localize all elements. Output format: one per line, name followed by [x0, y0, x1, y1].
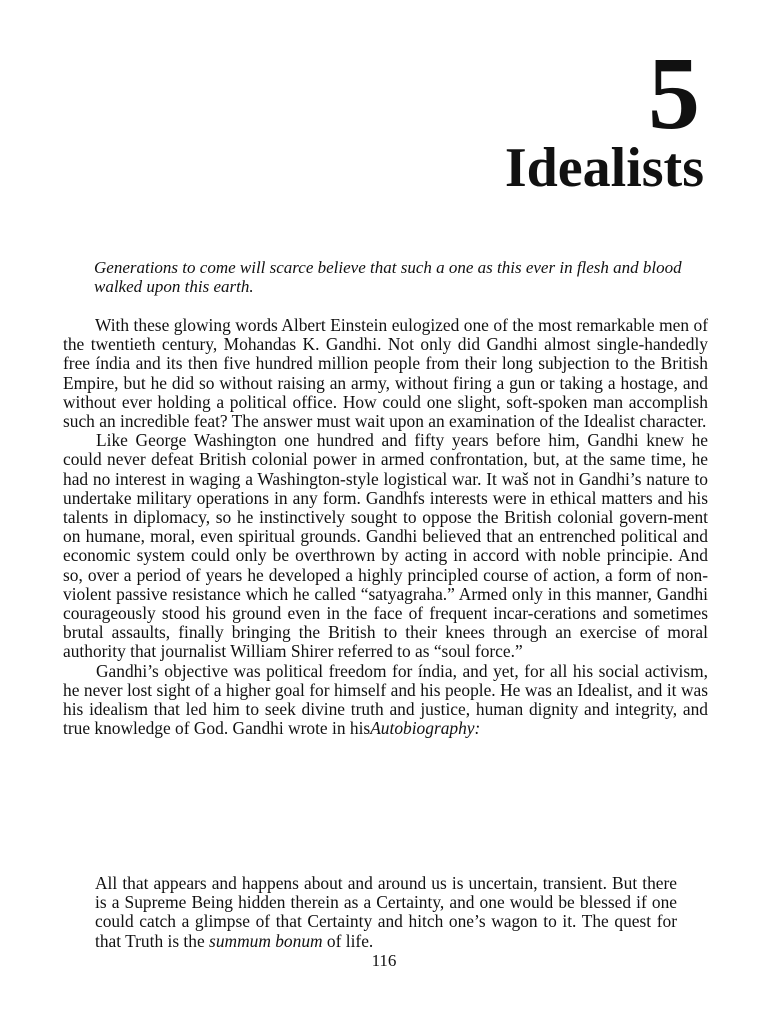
quote-end: of life. — [322, 930, 374, 951]
book-title: Autobiography: — [370, 718, 481, 739]
block-quote — [95, 874, 677, 951]
chapter-title: Idealists — [504, 137, 704, 199]
page-number: 116 — [371, 951, 397, 970]
paragraph-3-text: Gandhi’s objective was political freedom for índia, and yet, for all his social activism, he never lost sight of a higher goal for himself and his people. He was an Idealist, and it was his idealism that led him to seek divine truth and justice, human dignity and integrity, and true knowledge of God. Gandhi wrote in his — [63, 660, 708, 739]
quote-text: All that appears and happens about and around us is uncertain, transient. But there is a Supreme Being hidden therein as a Certainty, and one would be blessed if one could catch a glimpse of that Certainty and hitch one’s wagon to it. The quest for that Truth is the — [95, 873, 677, 951]
paragraph-3 — [63, 662, 708, 739]
chapter-number: 5 — [648, 36, 700, 151]
epigraph: Generations to come will scarce believe that such a one as this ever in flesh and blood walked upon this earth. — [94, 258, 682, 296]
body-text — [63, 316, 708, 738]
quote-emphasis: summum bonum — [209, 930, 323, 951]
paragraph-2: Like George Washington one hundred and fifty years before him, Gandhi knew he could never defeat British colonial power in armed confrontation, but, at the same time, he had no interest in waging a Washington-style logistical war. It waš not in Gandhi’s nature to undertake military operations in any form. Gandhfs interests were in ethical matters and his talents in diplomacy, so he instinctively sought to oppose the British colonial govern-ment on humane, moral, even spiritual grounds. Gandhi believed that an entrenched political and economic system could only be overthrown by acting in accord with noble principie. And so, over a period of years he developed a highly principled course of action, a form of non-violent passive resistance which he called “satyagraha.” Armed only in this manner, Gandhi courageously stood his ground even in the face of frequent incar-cerations and sometimes brutal assaults, finally bringing the British to their knees through an exercise of moral authority that journalist William Shirer referred to as “soul force.” — [63, 430, 708, 662]
paragraph-1: With these glowing words Albert Einstein eulogized one of the most remarkable men of the twentieth century, Mohandas K. Gandhi. Not only did Gandhi almost single-handedly free índia and its then five hundred million people from their long subjection to the British Empire, but he did so without raising an army, without firing a gun or taking a hostage, and without ever holding a political office. How could one slight, soft-spoken man accomplish such an incredible feat? The answer must wait upon an examination of the Idealist character. — [63, 315, 708, 432]
